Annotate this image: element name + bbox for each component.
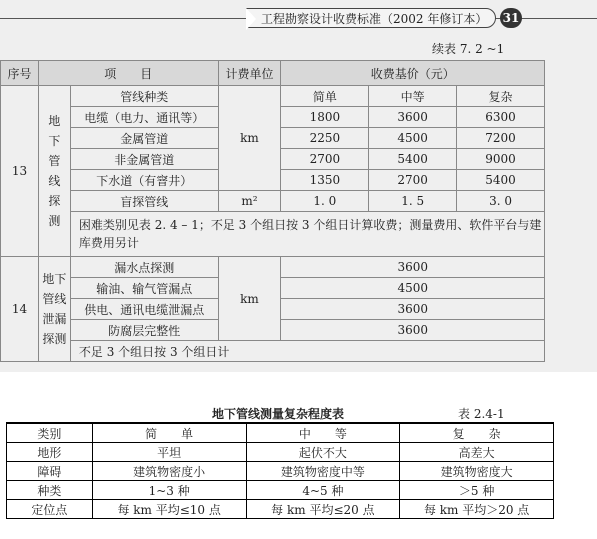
complexity-table <box>6 422 554 519</box>
cell: 平坦 <box>92 443 246 462</box>
table2-number: 表 2.4-1 <box>458 407 505 421</box>
running-title: 工程勘察设计收费标准（2002 年修订本） <box>246 8 496 28</box>
cell: 1~3 种 <box>92 481 246 500</box>
header-unit: 计费单位 <box>218 61 281 86</box>
price-complex: 9000 <box>457 149 545 170</box>
unit-m2: m² <box>218 191 281 212</box>
price-simple: 1350 <box>281 170 369 191</box>
price: 3600 <box>281 299 545 320</box>
unit-km: km <box>218 86 281 191</box>
unit-km: km <box>218 257 281 341</box>
table-row <box>7 443 554 462</box>
price-medium: 2700 <box>369 170 457 191</box>
cell: ＞5 种 <box>400 481 554 500</box>
price-simple: 2250 <box>281 128 369 149</box>
table-row <box>1 86 545 107</box>
price-complex: 3. 0 <box>457 191 545 212</box>
subheader-complex: 复杂 <box>457 86 545 107</box>
price-simple: 1. 0 <box>281 191 369 212</box>
page-number: 31 <box>500 8 522 28</box>
subheader-medium: 中等 <box>369 86 457 107</box>
cell: 建筑物密度小 <box>92 462 246 481</box>
table-header-row <box>7 423 554 443</box>
cell: 障碍 <box>7 462 93 481</box>
table-row <box>1 341 545 362</box>
item-name: 漏水点探测 <box>70 257 218 278</box>
header-medium: 中 等 <box>246 423 400 443</box>
item-name: 输油、输气管漏点 <box>70 278 218 299</box>
price: 3600 <box>281 320 545 341</box>
item-name: 金属管道 <box>70 128 218 149</box>
category-label: 地 下 管 线 探 测 <box>38 86 70 257</box>
table-row <box>7 500 554 519</box>
table-continued-label: 续表 7. 2 ~1 <box>432 42 505 56</box>
header-simple: 简 单 <box>92 423 246 443</box>
subheader-simple: 简单 <box>281 86 369 107</box>
item-name: 下水道（有窨井） <box>70 170 218 191</box>
row-number: 14 <box>1 257 39 362</box>
price-complex: 7200 <box>457 128 545 149</box>
cell: 种类 <box>7 481 93 500</box>
table2-title: 地下管线测量复杂程度表 <box>212 407 345 421</box>
price: 4500 <box>281 278 545 299</box>
header-seq: 序号 <box>1 61 39 86</box>
cell: 起伏不大 <box>246 443 400 462</box>
cell: 每 km 平均≤10 点 <box>92 500 246 519</box>
subheader-pipe-type: 管线种类 <box>70 86 218 107</box>
table-row <box>1 257 545 278</box>
table-header-row <box>1 61 545 86</box>
item-name: 非金属管道 <box>70 149 218 170</box>
cell: 每 km 平均≤20 点 <box>246 500 400 519</box>
header-complex: 复 杂 <box>400 423 554 443</box>
price: 3600 <box>281 257 545 278</box>
section13-note: 困难类别见表 2. 4 – 1；不足 3 个组日按 3 个组日计算收费；测量费用、软件平台与建库费用另计 <box>70 212 544 257</box>
cell: 高差大 <box>400 443 554 462</box>
table-row <box>7 462 554 481</box>
table-row <box>1 191 545 212</box>
row-number: 13 <box>1 86 39 257</box>
cell: 地形 <box>7 443 93 462</box>
price-medium: 4500 <box>369 128 457 149</box>
price-medium: 3600 <box>369 107 457 128</box>
fee-table <box>0 60 545 362</box>
table-row <box>7 481 554 500</box>
price-simple: 2700 <box>281 149 369 170</box>
cell: 每 km 平均＞20 点 <box>400 500 554 519</box>
cell: 定位点 <box>7 500 93 519</box>
item-name: 盲探管线 <box>70 191 218 212</box>
header-price: 收费基价（元） <box>281 61 545 86</box>
price-medium: 1. 5 <box>369 191 457 212</box>
section14-note: 不足 3 个组日按 3 个组日计 <box>70 341 544 362</box>
item-name: 电缆（电力、通讯等） <box>70 107 218 128</box>
price-complex: 6300 <box>457 107 545 128</box>
price-simple: 1800 <box>281 107 369 128</box>
item-name: 防腐层完整性 <box>70 320 218 341</box>
price-medium: 5400 <box>369 149 457 170</box>
cell: 4~5 种 <box>246 481 400 500</box>
cell: 建筑物密度大 <box>400 462 554 481</box>
cell: 建筑物密度中等 <box>246 462 400 481</box>
item-name: 供电、通讯电缆泄漏点 <box>70 299 218 320</box>
price-complex: 5400 <box>457 170 545 191</box>
header-item: 项 目 <box>38 61 218 86</box>
header-category: 类别 <box>7 423 93 443</box>
category-label: 地下 管线 泄漏 探测 <box>38 257 70 362</box>
